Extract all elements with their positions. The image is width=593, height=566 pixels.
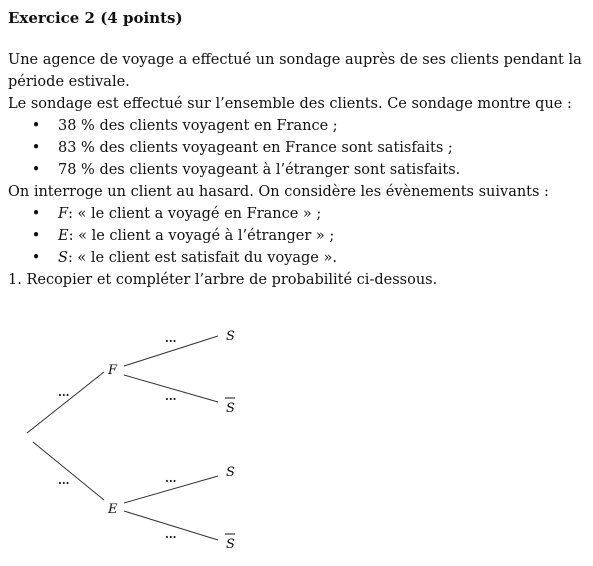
- exercise-statement: [8, 49, 586, 291]
- list-item: [8, 247, 586, 269]
- intro-paragraph: Une agence de voyage a effectué un sondage auprès de ses clients pendant la période estivale.: [8, 52, 582, 90]
- fact-text: 78 % des clients voyageant à l’étranger sont satisfaits.: [58, 162, 461, 178]
- survey-paragraph: Le sondage est effectué sur l’ensemble des clients. Ce sondage montre que :: [8, 96, 572, 112]
- prob-f-sbar: ...: [165, 390, 177, 403]
- probability-tree: [0, 300, 300, 566]
- question-1: 1. Recopier et compléter l’arbre de probabilité ci-dessous.: [8, 272, 438, 288]
- prob-root-f: ...: [58, 386, 70, 399]
- node-f-label: F: [108, 363, 118, 378]
- list-item: [8, 225, 586, 247]
- fact-text: 83 % des clients voyageant en France sont satisfaits ;: [58, 140, 453, 156]
- bullet-icon: •: [31, 118, 41, 134]
- leaf-s-label: S: [226, 465, 235, 480]
- prob-e-s: ...: [165, 472, 177, 485]
- query-paragraph: On interroge un client au hasard. On considère les évènements suivants :: [8, 184, 549, 200]
- bullet-icon: •: [31, 162, 41, 178]
- event-symbol: E: [58, 228, 69, 244]
- event-text: : « le client a voyagé en France » ;: [68, 206, 322, 222]
- leaf-s-bar-label: S: [226, 401, 235, 416]
- event-text: : « le client a voyagé à l’étranger » ;: [68, 228, 335, 244]
- fact-text: 38 % des clients voyagent en France ;: [58, 118, 338, 134]
- bullet-icon: •: [31, 250, 41, 266]
- leaf-s-bar-label: S: [226, 537, 235, 552]
- node-e-label: E: [108, 502, 118, 517]
- events-list: [8, 203, 586, 269]
- branch-root-e: [33, 442, 104, 500]
- event-symbol: S: [58, 250, 68, 266]
- bullet-icon: •: [31, 140, 41, 156]
- exercise-title: Exercice 2 (4 points): [8, 9, 183, 27]
- prob-e-sbar: ...: [165, 528, 177, 541]
- event-text: : « le client est satisfait du voyage ».: [67, 250, 337, 266]
- facts-list: [8, 115, 586, 181]
- prob-f-s: ...: [165, 332, 177, 345]
- leaf-s-label: S: [226, 329, 235, 344]
- event-symbol: F: [58, 206, 69, 222]
- list-item: [8, 137, 586, 159]
- bullet-icon: •: [31, 206, 41, 222]
- bullet-icon: •: [31, 228, 41, 244]
- list-item: [8, 159, 586, 181]
- list-item: [8, 115, 586, 137]
- branch-root-f: [27, 372, 104, 433]
- list-item: [8, 203, 586, 225]
- prob-root-e: ...: [58, 474, 70, 487]
